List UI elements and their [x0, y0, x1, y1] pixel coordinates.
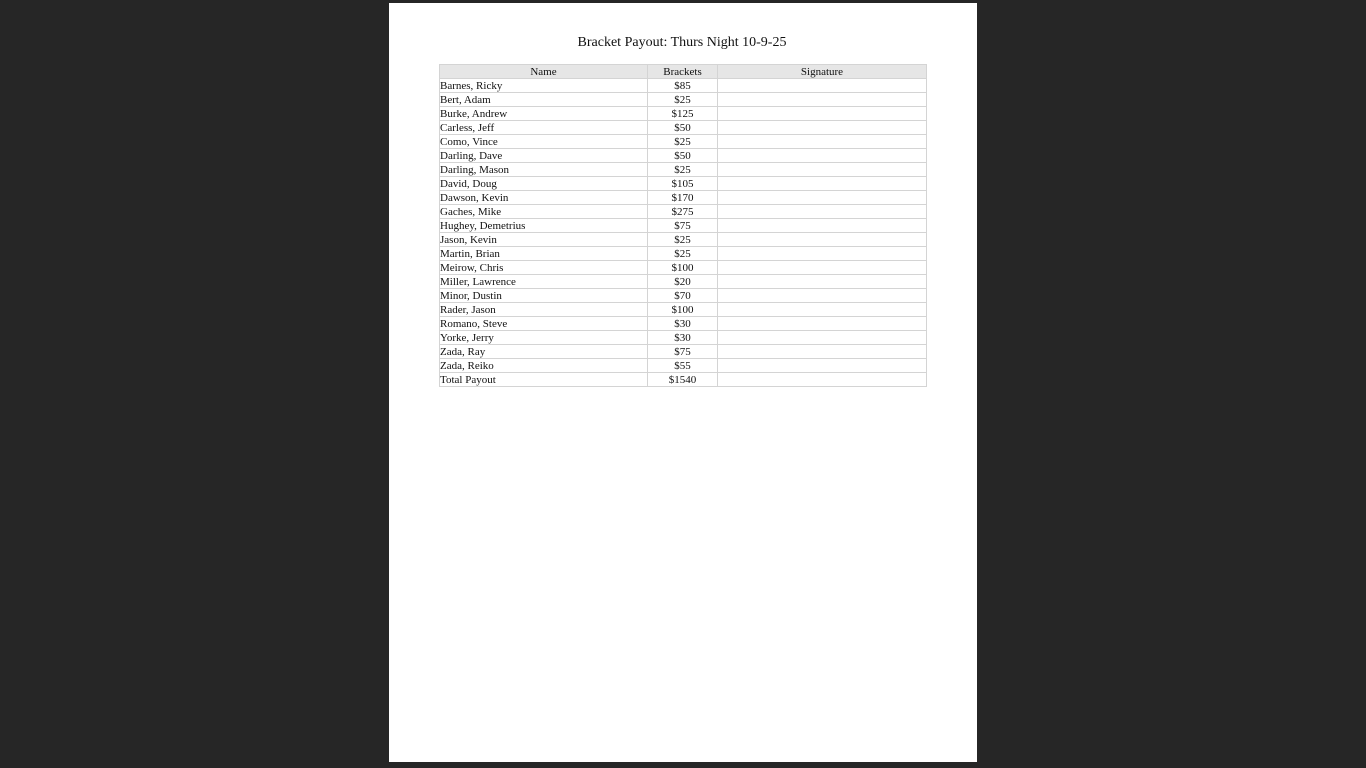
- table-row: [440, 93, 927, 107]
- cell-brackets-amount: $25: [648, 247, 718, 261]
- table-row: [440, 135, 927, 149]
- cell-brackets-amount: $25: [648, 93, 718, 107]
- cell-name: Burke, Andrew: [440, 107, 648, 121]
- cell-signature: [718, 289, 927, 303]
- cell-brackets-amount: $125: [648, 107, 718, 121]
- table-row: [440, 107, 927, 121]
- cell-brackets-amount: $25: [648, 163, 718, 177]
- cell-name: Como, Vince: [440, 135, 648, 149]
- cell-brackets-amount: $170: [648, 191, 718, 205]
- cell-brackets-amount: $30: [648, 331, 718, 345]
- cell-name: Darling, Mason: [440, 163, 648, 177]
- table-body: [440, 79, 927, 387]
- cell-name: Total Payout: [440, 373, 648, 387]
- cell-brackets-amount: $50: [648, 149, 718, 163]
- cell-brackets-amount: $275: [648, 205, 718, 219]
- table-row: [440, 149, 927, 163]
- cell-signature: [718, 163, 927, 177]
- cell-brackets-amount: $50: [648, 121, 718, 135]
- cell-brackets-amount: $75: [648, 345, 718, 359]
- table-row: [440, 177, 927, 191]
- table-row: [440, 219, 927, 233]
- cell-brackets-amount: $75: [648, 219, 718, 233]
- cell-signature: [718, 331, 927, 345]
- column-header-signature: Signature: [718, 65, 927, 79]
- table-row: [440, 317, 927, 331]
- cell-name: Zada, Ray: [440, 345, 648, 359]
- cell-signature: [718, 233, 927, 247]
- cell-signature: [718, 247, 927, 261]
- table-row: [440, 275, 927, 289]
- cell-signature: [718, 261, 927, 275]
- cell-brackets-amount: $55: [648, 359, 718, 373]
- cell-signature: [718, 303, 927, 317]
- document-page: [389, 3, 977, 762]
- table-row: [440, 163, 927, 177]
- cell-name: Carless, Jeff: [440, 121, 648, 135]
- cell-name: Meirow, Chris: [440, 261, 648, 275]
- table-row: [440, 79, 927, 93]
- cell-brackets-amount: $25: [648, 135, 718, 149]
- cell-name: Darling, Dave: [440, 149, 648, 163]
- table-row: [440, 233, 927, 247]
- cell-name: Bert, Adam: [440, 93, 648, 107]
- table-row: [440, 289, 927, 303]
- cell-brackets-amount: $105: [648, 177, 718, 191]
- cell-brackets-amount: $85: [648, 79, 718, 93]
- cell-name: Hughey, Demetrius: [440, 219, 648, 233]
- cell-signature: [718, 205, 927, 219]
- cell-signature: [718, 191, 927, 205]
- cell-name: Jason, Kevin: [440, 233, 648, 247]
- page-title: Bracket Payout: Thurs Night 10-9-25: [577, 35, 787, 50]
- payout-table: [439, 64, 927, 387]
- cell-name: Yorke, Jerry: [440, 331, 648, 345]
- cell-signature: [718, 121, 927, 135]
- cell-signature: [718, 317, 927, 331]
- cell-name: David, Doug: [440, 177, 648, 191]
- cell-brackets-amount: $1540: [648, 373, 718, 387]
- table-header-row: [440, 65, 927, 79]
- cell-signature: [718, 135, 927, 149]
- cell-name: Minor, Dustin: [440, 289, 648, 303]
- cell-name: Rader, Jason: [440, 303, 648, 317]
- cell-signature: [718, 79, 927, 93]
- table-row: [440, 121, 927, 135]
- cell-signature: [718, 107, 927, 121]
- table-row: [440, 345, 927, 359]
- cell-signature: [718, 93, 927, 107]
- cell-name: Dawson, Kevin: [440, 191, 648, 205]
- cell-name: Martin, Brian: [440, 247, 648, 261]
- total-row: [440, 373, 927, 387]
- cell-signature: [718, 345, 927, 359]
- table-row: [440, 205, 927, 219]
- column-header-name: Name: [440, 65, 648, 79]
- cell-name: Barnes, Ricky: [440, 79, 648, 93]
- table-row: [440, 303, 927, 317]
- cell-brackets-amount: $100: [648, 303, 718, 317]
- cell-signature: [718, 219, 927, 233]
- cell-brackets-amount: $20: [648, 275, 718, 289]
- table-row: [440, 247, 927, 261]
- cell-name: Miller, Lawrence: [440, 275, 648, 289]
- cell-signature: [718, 373, 927, 387]
- table-row: [440, 331, 927, 345]
- cell-brackets-amount: $25: [648, 233, 718, 247]
- cell-signature: [718, 275, 927, 289]
- cell-signature: [718, 149, 927, 163]
- cell-brackets-amount: $100: [648, 261, 718, 275]
- cell-name: Gaches, Mike: [440, 205, 648, 219]
- cell-brackets-amount: $30: [648, 317, 718, 331]
- cell-signature: [718, 359, 927, 373]
- cell-name: Zada, Reiko: [440, 359, 648, 373]
- column-header-brackets: Brackets: [648, 65, 718, 79]
- cell-brackets-amount: $70: [648, 289, 718, 303]
- table-row: [440, 359, 927, 373]
- cell-name: Romano, Steve: [440, 317, 648, 331]
- cell-signature: [718, 177, 927, 191]
- table-row: [440, 191, 927, 205]
- table-row: [440, 261, 927, 275]
